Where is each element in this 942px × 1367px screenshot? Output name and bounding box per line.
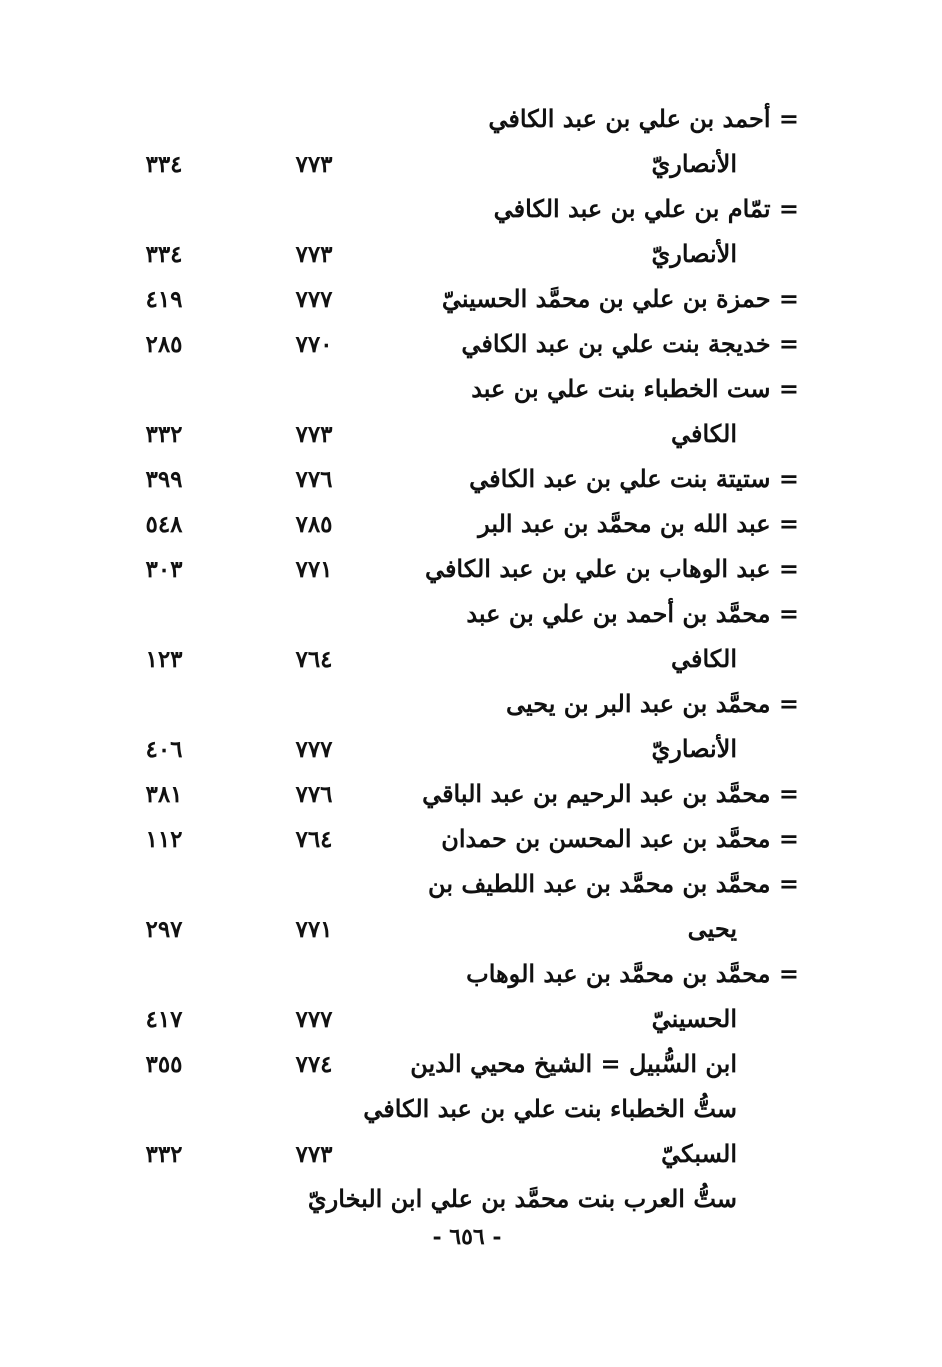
entry-year: ٧٧٣ <box>295 241 333 268</box>
entry-page: ١١٢ <box>145 826 183 853</box>
entry-name: = خديجة بنت علي بن عبد الكافي <box>461 329 799 358</box>
entry-year: ٧٧٦ <box>295 466 333 493</box>
entry-year: ٧٧٠ <box>295 331 333 358</box>
entry-name: = تمّام بن علي بن عبد الكافي <box>493 194 799 223</box>
index-entry-row <box>0 998 942 1043</box>
index-entry-row <box>0 818 942 863</box>
index-entry-row <box>0 593 942 638</box>
index-entry-row <box>0 143 942 188</box>
entry-name: = أحمد بن علي بن عبد الكافي <box>488 104 799 133</box>
entry-name: الكافي <box>670 644 737 673</box>
index-entry-row <box>0 188 942 233</box>
entry-year: ٧٧٣ <box>295 1141 333 1168</box>
entry-page: ٣٠٣ <box>145 556 183 583</box>
entry-name: = محمَّد بن عبد الرحيم بن عبد الباقي <box>422 779 799 808</box>
entry-name: = محمَّد بن عبد المحسن بن حمدان <box>441 824 799 853</box>
index-entry-row <box>0 368 942 413</box>
entry-name: ستُّ الخطباء بنت علي بن عبد الكافي <box>363 1094 737 1123</box>
entry-page: ٢٨٥ <box>145 331 183 358</box>
index-entry-row <box>0 503 942 548</box>
entry-page: ١٢٣ <box>145 646 183 673</box>
entry-page: ٣٥٥ <box>145 1051 183 1078</box>
index-entry-row <box>0 728 942 773</box>
entry-name: الكافي <box>670 419 737 448</box>
entry-name: الأنصاريّ <box>651 239 737 268</box>
entry-page: ٥٤٨ <box>145 511 183 538</box>
index-entry-row <box>0 1178 942 1223</box>
entry-year: ٧٧١ <box>295 916 333 943</box>
entry-page: ٣٣٢ <box>145 421 183 448</box>
entry-year: ٧٧٤ <box>295 1051 333 1078</box>
entry-page: ٤١٧ <box>145 1006 183 1033</box>
index-entry-row <box>0 1088 942 1133</box>
entry-year: ٧٧٣ <box>295 421 333 448</box>
index-entry-row <box>0 458 942 503</box>
entry-name: الأنصاريّ <box>651 734 737 763</box>
index-entry-row <box>0 683 942 728</box>
index-entry-row <box>0 548 942 593</box>
entry-page: ٢٩٧ <box>145 916 183 943</box>
index-entry-row <box>0 953 942 998</box>
page-number: - ٦٥٦ - <box>432 1224 502 1250</box>
entry-name: = حمزة بن علي بن محمَّد الحسينيّ <box>441 284 799 313</box>
entry-year: ٧٧١ <box>295 556 333 583</box>
entry-name: الحسينيّ <box>651 1004 737 1033</box>
entry-name: = عبد الله بن محمَّد بن عبد البر <box>478 509 799 538</box>
index-entries <box>0 98 942 1223</box>
entry-page: ٣٩٩ <box>145 466 183 493</box>
index-entry-row <box>0 863 942 908</box>
index-entry-row <box>0 413 942 458</box>
entry-name: ستُّ العرب بنت محمَّد بن علي ابن البخاريّ <box>307 1184 737 1213</box>
entry-name: الأنصاريّ <box>651 149 737 178</box>
entry-year: ٧٦٤ <box>295 826 333 853</box>
entry-name: = عبد الوهاب بن علي بن عبد الكافي <box>424 554 799 583</box>
entry-page: ٣٣٤ <box>145 151 183 178</box>
index-entry-row <box>0 323 942 368</box>
entry-year: ٧٧٧ <box>295 1006 333 1033</box>
entry-page: ٣٣٤ <box>145 241 183 268</box>
index-entry-row <box>0 773 942 818</box>
entry-name: = محمَّد بن محمَّد بن عبد اللطيف بن <box>428 869 799 898</box>
entry-year: ٧٦٤ <box>295 646 333 673</box>
index-entry-row <box>0 98 942 143</box>
entry-name: = ست الخطباء بنت علي بن عبد <box>471 374 799 403</box>
entry-page: ٣٣٢ <box>145 1141 183 1168</box>
index-entry-row <box>0 638 942 683</box>
entry-name: = محمَّد بن محمَّد بن عبد الوهاب <box>466 959 799 988</box>
index-entry-row <box>0 1133 942 1178</box>
index-entry-row <box>0 1043 942 1088</box>
entry-year: ٧٨٥ <box>295 511 333 538</box>
index-entry-row <box>0 233 942 278</box>
entry-page: ٣٨١ <box>145 781 183 808</box>
entry-page: ٤١٩ <box>145 286 183 313</box>
entry-year: ٧٧٣ <box>295 151 333 178</box>
entry-year: ٧٧٧ <box>295 736 333 763</box>
entry-name: = محمَّد بن أحمد بن علي بن عبد <box>466 599 799 628</box>
entry-name: السبكيّ <box>661 1139 737 1168</box>
index-entry-row <box>0 278 942 323</box>
entry-name: ابن السُّبيل = الشيخ محيي الدين <box>410 1049 737 1078</box>
entry-name: يحيى <box>687 914 737 943</box>
entry-year: ٧٧٦ <box>295 781 333 808</box>
entry-name: = ستيتة بنت علي بن عبد الكافي <box>469 464 799 493</box>
entry-page: ٤٠٦ <box>145 736 183 763</box>
entry-name: = محمَّد بن عبد البر بن يحيى <box>505 689 799 718</box>
index-entry-row <box>0 908 942 953</box>
entry-year: ٧٧٧ <box>295 286 333 313</box>
